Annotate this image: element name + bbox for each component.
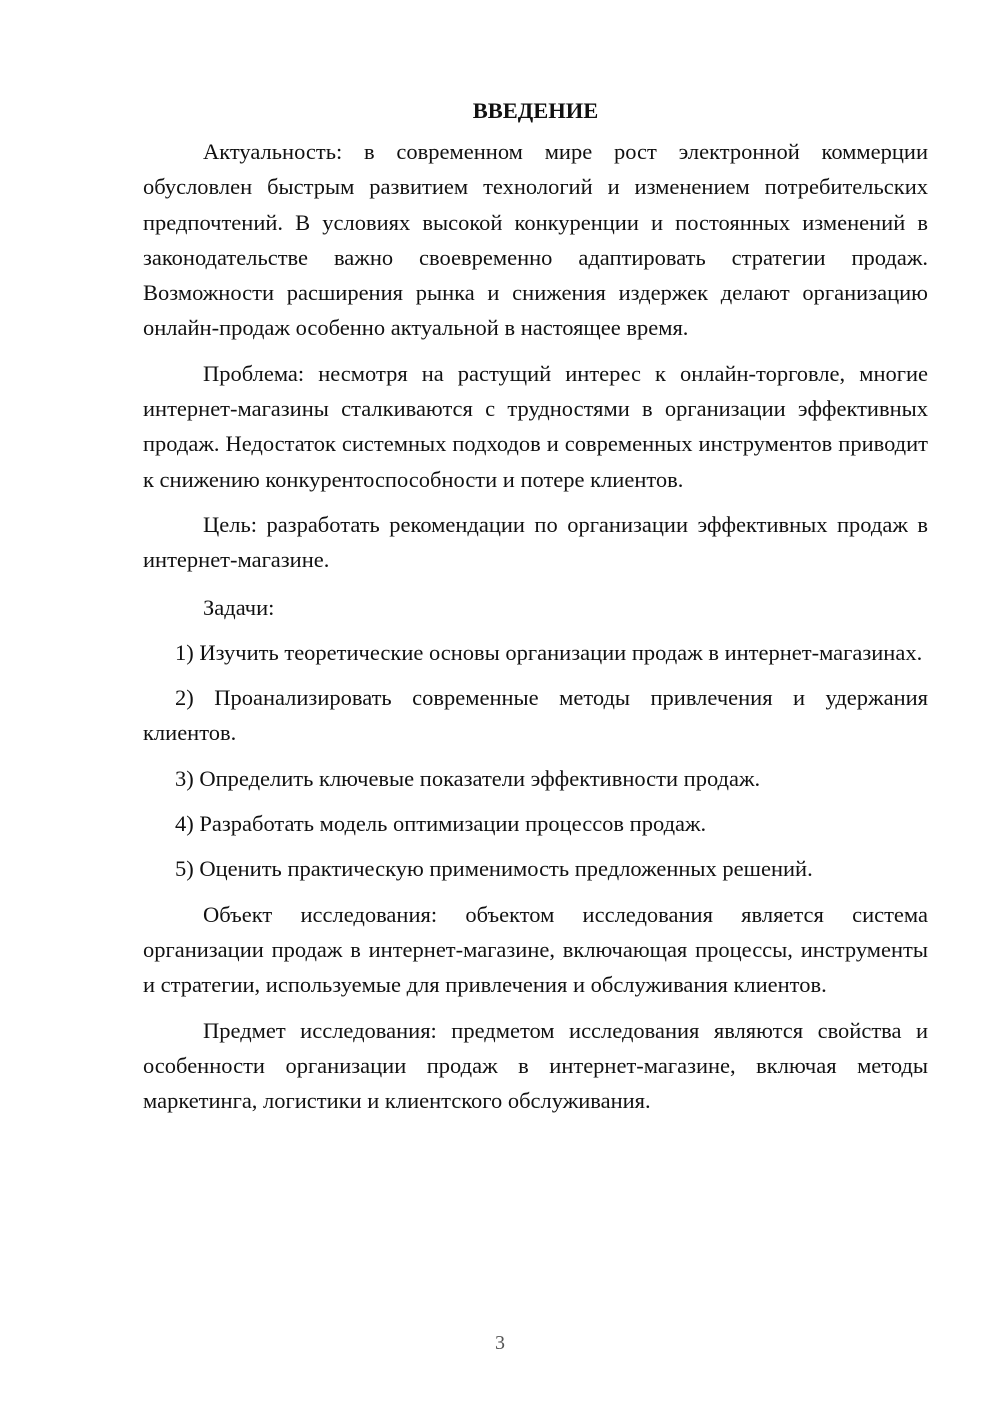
paragraph-goal: Цель: разработать рекомендации по организации эффективных продаж в интернет-магазине. [143,511,928,573]
section-title: ВВЕДЕНИЕ [472,98,599,123]
task-item: 5) Оценить практическую применимость предложенных решений. [175,856,813,882]
paragraph-relevance: Актуальность: в современном мире рост электронной коммерции обусловлен быстрым развитием технологий и изменением потребительских предпочтений. В условиях высокой конкуренции и постоянных изменений в законодательстве важно своевременно адаптировать стратегии продаж. Возможности расширения рынка и снижения издержек делают организацию онлайн-продаж особенно актуальной в настоящее время. [143,139,928,341]
page-number: 3 [495,1332,505,1354]
task-item: 1) Изучить теоретические основы организации продаж в интернет-магазинах. [175,639,923,665]
document-body [143,96,928,1128]
tasks-label: Задачи: [203,594,275,620]
paragraph-problem: Проблема: несмотря на растущий интерес к онлайн-торговле, многие интернет-магазины сталкиваются с трудностями в организации эффективных продаж. Недостаток системных подходов и современных инструментов приводит к снижению конкурентоспособности и потере клиентов. [143,360,928,492]
tasks-list [143,635,928,887]
task-item: 4) Разработать модель оптимизации процессов продаж. [175,811,707,837]
paragraph-subject: Предмет исследования: предметом исследования являются свойства и особенности организации продаж в интернет-магазине, включая методы маркетинга, логистики и клиентского обслуживания. [143,1017,928,1114]
task-item: 2) Проанализировать современные методы привлечения и удержания клиентов. [143,685,928,746]
task-item: 3) Определить ключевые показатели эффективности продаж. [175,765,761,791]
paragraph-object: Объект исследования: объектом исследования является система организации продаж в интернет-магазине, включающая процессы, инструменты и стратегии, используемые для привлечения и обслуживания клиентов. [143,901,928,998]
